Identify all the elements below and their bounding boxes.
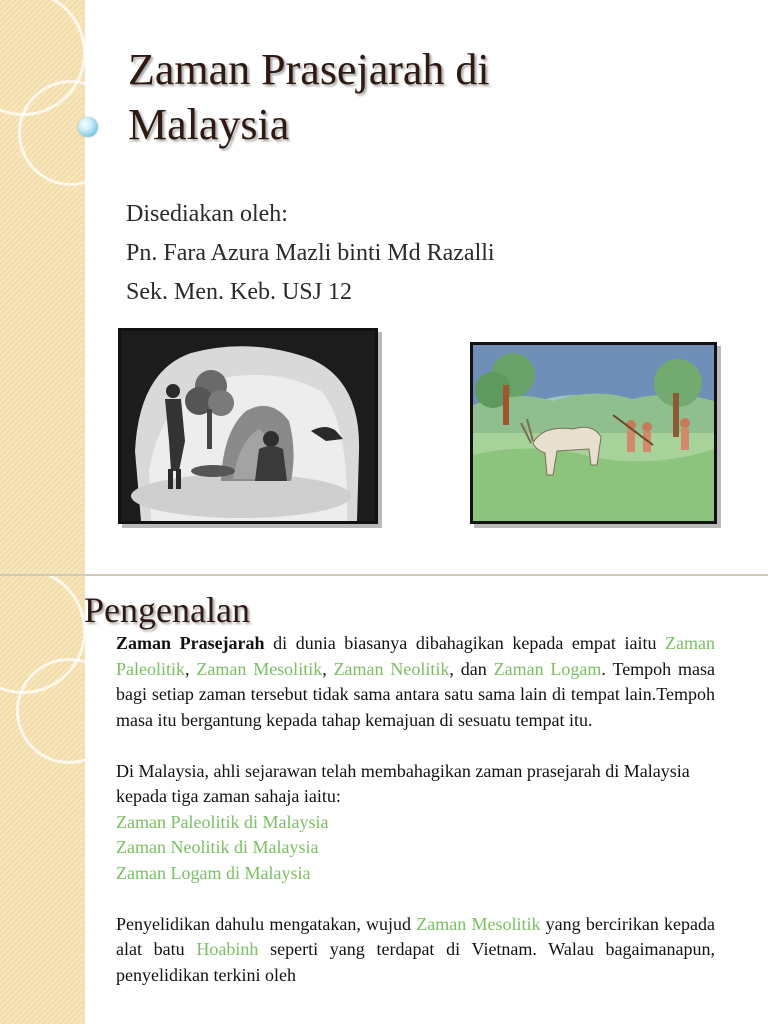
paragraph-text: yang bercirikan kepada alat batu bbox=[116, 913, 715, 959]
bubble-decoration bbox=[78, 117, 98, 137]
intro-paragraph bbox=[116, 631, 715, 733]
decorative-ring bbox=[16, 658, 122, 764]
author-block bbox=[126, 195, 726, 312]
separator: , bbox=[185, 658, 197, 679]
link-zaman-logam[interactable]: Zaman Logam bbox=[493, 658, 602, 679]
decorative-ring bbox=[18, 80, 124, 186]
author-name: Pn. Fara Azura Mazli binti Md Razalli bbox=[126, 240, 495, 266]
link-zaman-paleolitik[interactable]: Zaman Paleolitik bbox=[116, 633, 716, 679]
link-zaman-neolitik[interactable]: Zaman Neolitik bbox=[333, 658, 450, 679]
link-logam-malaysia[interactable]: Zaman Logam di Malaysia bbox=[116, 862, 311, 883]
paragraph-text: . Tempoh masa bagi setiap zaman tersebut tidak sama antara satu sama lain di tempat lain.Tempoh masa itu bergantung kepada tahap kemajuan di sesuatu tempat itu. bbox=[116, 658, 716, 730]
link-paleolitik-malaysia[interactable]: Zaman Paleolitik di Malaysia bbox=[116, 811, 329, 832]
separator: , dan bbox=[449, 658, 494, 679]
research-paragraph bbox=[116, 912, 715, 989]
hunting-scene-illustration bbox=[470, 342, 717, 524]
paragraph-text: seperti yang terdapat di Vietnam. Walau bagaimanapun, penyelidikan terkini oleh bbox=[116, 939, 715, 985]
lead-term: Zaman Prasejarah bbox=[116, 633, 265, 653]
malaysia-paragraph: Di Malaysia, ahli sejarawan telah membahagikan zaman prasejarah di Malaysia kepada tiga zaman sahaja iaitu: bbox=[116, 760, 690, 806]
prepared-by-label: Disediakan oleh: bbox=[126, 201, 288, 227]
spacer bbox=[116, 733, 715, 759]
title-line-2: Malaysia bbox=[128, 100, 290, 149]
school-name: Sek. Men. Keb. USJ 12 bbox=[126, 279, 352, 305]
link-neolitik-malaysia[interactable]: Zaman Neolitik di Malaysia bbox=[116, 837, 319, 857]
separator: , bbox=[322, 658, 334, 679]
link-mesolitik[interactable]: Zaman Mesolitik bbox=[416, 913, 541, 934]
cave-people-illustration bbox=[118, 328, 378, 524]
section-body bbox=[116, 631, 715, 988]
spacer bbox=[116, 886, 715, 912]
link-hoabinh[interactable]: Hoabinh bbox=[196, 939, 259, 959]
paragraph-text: Penyelidikan dahulu mengatakan, wujud bbox=[116, 913, 417, 934]
content-slide bbox=[0, 576, 768, 1024]
section-heading: Pengenalan bbox=[84, 590, 250, 630]
slide-title bbox=[128, 42, 688, 152]
paragraph-text: di dunia biasanya dibahagikan kepada empat iaitu bbox=[264, 633, 666, 653]
title-line-1: Zaman Prasejarah di bbox=[128, 45, 490, 94]
link-zaman-mesolitik[interactable]: Zaman Mesolitik bbox=[196, 658, 323, 679]
